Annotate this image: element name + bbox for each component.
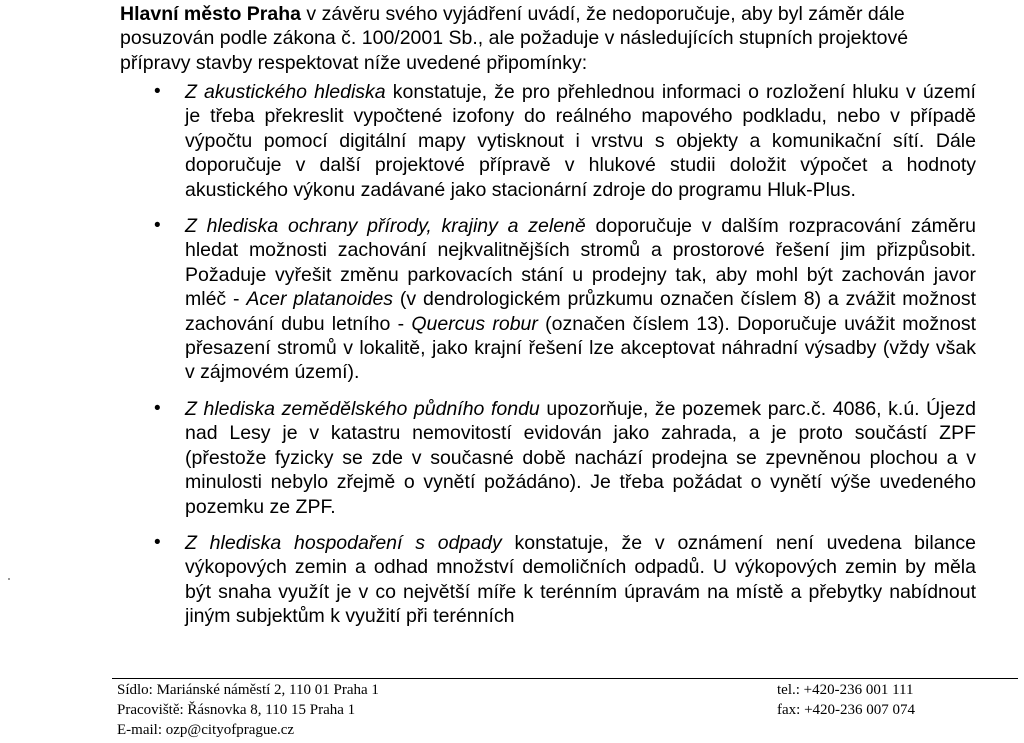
list-item-acoustics xyxy=(120,80,976,202)
footer-fax: fax: +420-236 007 074 xyxy=(777,702,916,718)
item-lead: Z hlediska zemědělského půdního fondu xyxy=(185,397,540,420)
item-lead: Z hlediska ochrany přírody, krajiny a zeleně xyxy=(185,215,586,238)
species-name: Quercus robur xyxy=(411,312,538,335)
intro-org: Hlavní město Praha xyxy=(120,3,301,25)
item-text: (označen číslem 13). Doporučuje uvážit možnost přesazení stromů v lokalitě, jako krajní řešení lze akceptovat náhradní výsadby (vždy však v zájmovém území). xyxy=(185,312,976,384)
item-text: konstatuje, že pro přehlednou informaci o rozložení hluku v území je třeba překreslit vypočtené izofony do reálného mapového podkladu, nebo v případě výpočtu pomocí digitální mapy vytisknout i vrstvu s objekty a komunikační sítí. Dále doporučuje v další projektové přípravě v hlukové studii doložit výpočet a hodnoty akustického výkonu zadávané jako stacionární zdroje do programu Hluk-Plus. xyxy=(185,81,976,201)
bullet-icon: • xyxy=(154,81,161,102)
intro-paragraph xyxy=(120,2,970,75)
footer-row xyxy=(117,680,977,700)
item-text: doporučuje v dalším rozpracování záměru hledat možnosti zachování nejkvalitnějších stromů a prostorové řešení jim přizpůsobit. Požaduje vyřešit změnu parkovacích stání u prodejny tak, aby mohl být zachován javor mléč - xyxy=(185,215,977,311)
bullet-icon: • xyxy=(154,215,161,237)
footer-address: Sídlo: Mariánské náměstí 2, 110 01 Praha 1 xyxy=(117,682,379,698)
footer-divider xyxy=(112,678,1018,679)
item-text: konstatuje, že v oznámení není uvedena bilance výkopových zemin a odhad množství demoličních odpadů. U výkopových zemin by měla být snaha využít je v co největší míře k terénním úpravám na místě a přebytky nabídnout jiným subjektům k využití při terénních xyxy=(185,531,976,628)
footer-row xyxy=(117,720,977,740)
species-name: Acer platanoides xyxy=(246,288,394,311)
footer-workplace: Pracoviště: Řásnovka 8, 110 15 Praha 1 xyxy=(117,702,356,718)
item-lead: Z hlediska hospodaření s odpady xyxy=(185,531,502,554)
bullet-icon: • xyxy=(154,397,161,419)
list-item-nature xyxy=(120,214,976,385)
item-lead: Z akustického hlediska xyxy=(185,81,386,103)
list-item-agricultural-land xyxy=(120,397,976,519)
scan-speck xyxy=(8,578,10,580)
item-text: (v dendrologickém průzkumu označen číslem 8) a zvážit možnost zachování dubu letního - xyxy=(185,288,976,335)
bullet-icon: • xyxy=(154,531,161,553)
item-text: upozorňuje, že pozemek parc.č. 4086, k.ú. Újezd nad Lesy je v katastru nemovitostí evidován jako zahrada, a je proto součástí ZPF (přestože fyzicky se zde v současné době nachází prodejna se zpevněnou plochou a v minulosti nebylo zřejmě o vynětí požádáno). Je třeba požádat o vynětí výše uvedeného pozemku ze ZPF. xyxy=(185,397,977,518)
footer xyxy=(117,680,977,740)
intro-text: v závěru svého vyjádření uvádí, že nedoporučuje, aby byl záměr dále posuzován podle zákona č. 100/2001 Sb., ale požaduje v následujících stupních projektové přípravy stavby respektovat níže uvedené připomínky: xyxy=(120,3,909,74)
footer-email[interactable]: E-mail: ozp@cityofprague.cz xyxy=(117,722,295,738)
footer-tel: tel.: +420-236 001 111 xyxy=(777,682,914,698)
list-item-waste xyxy=(120,531,976,629)
footer-row xyxy=(117,700,977,720)
comment-list xyxy=(120,80,976,629)
